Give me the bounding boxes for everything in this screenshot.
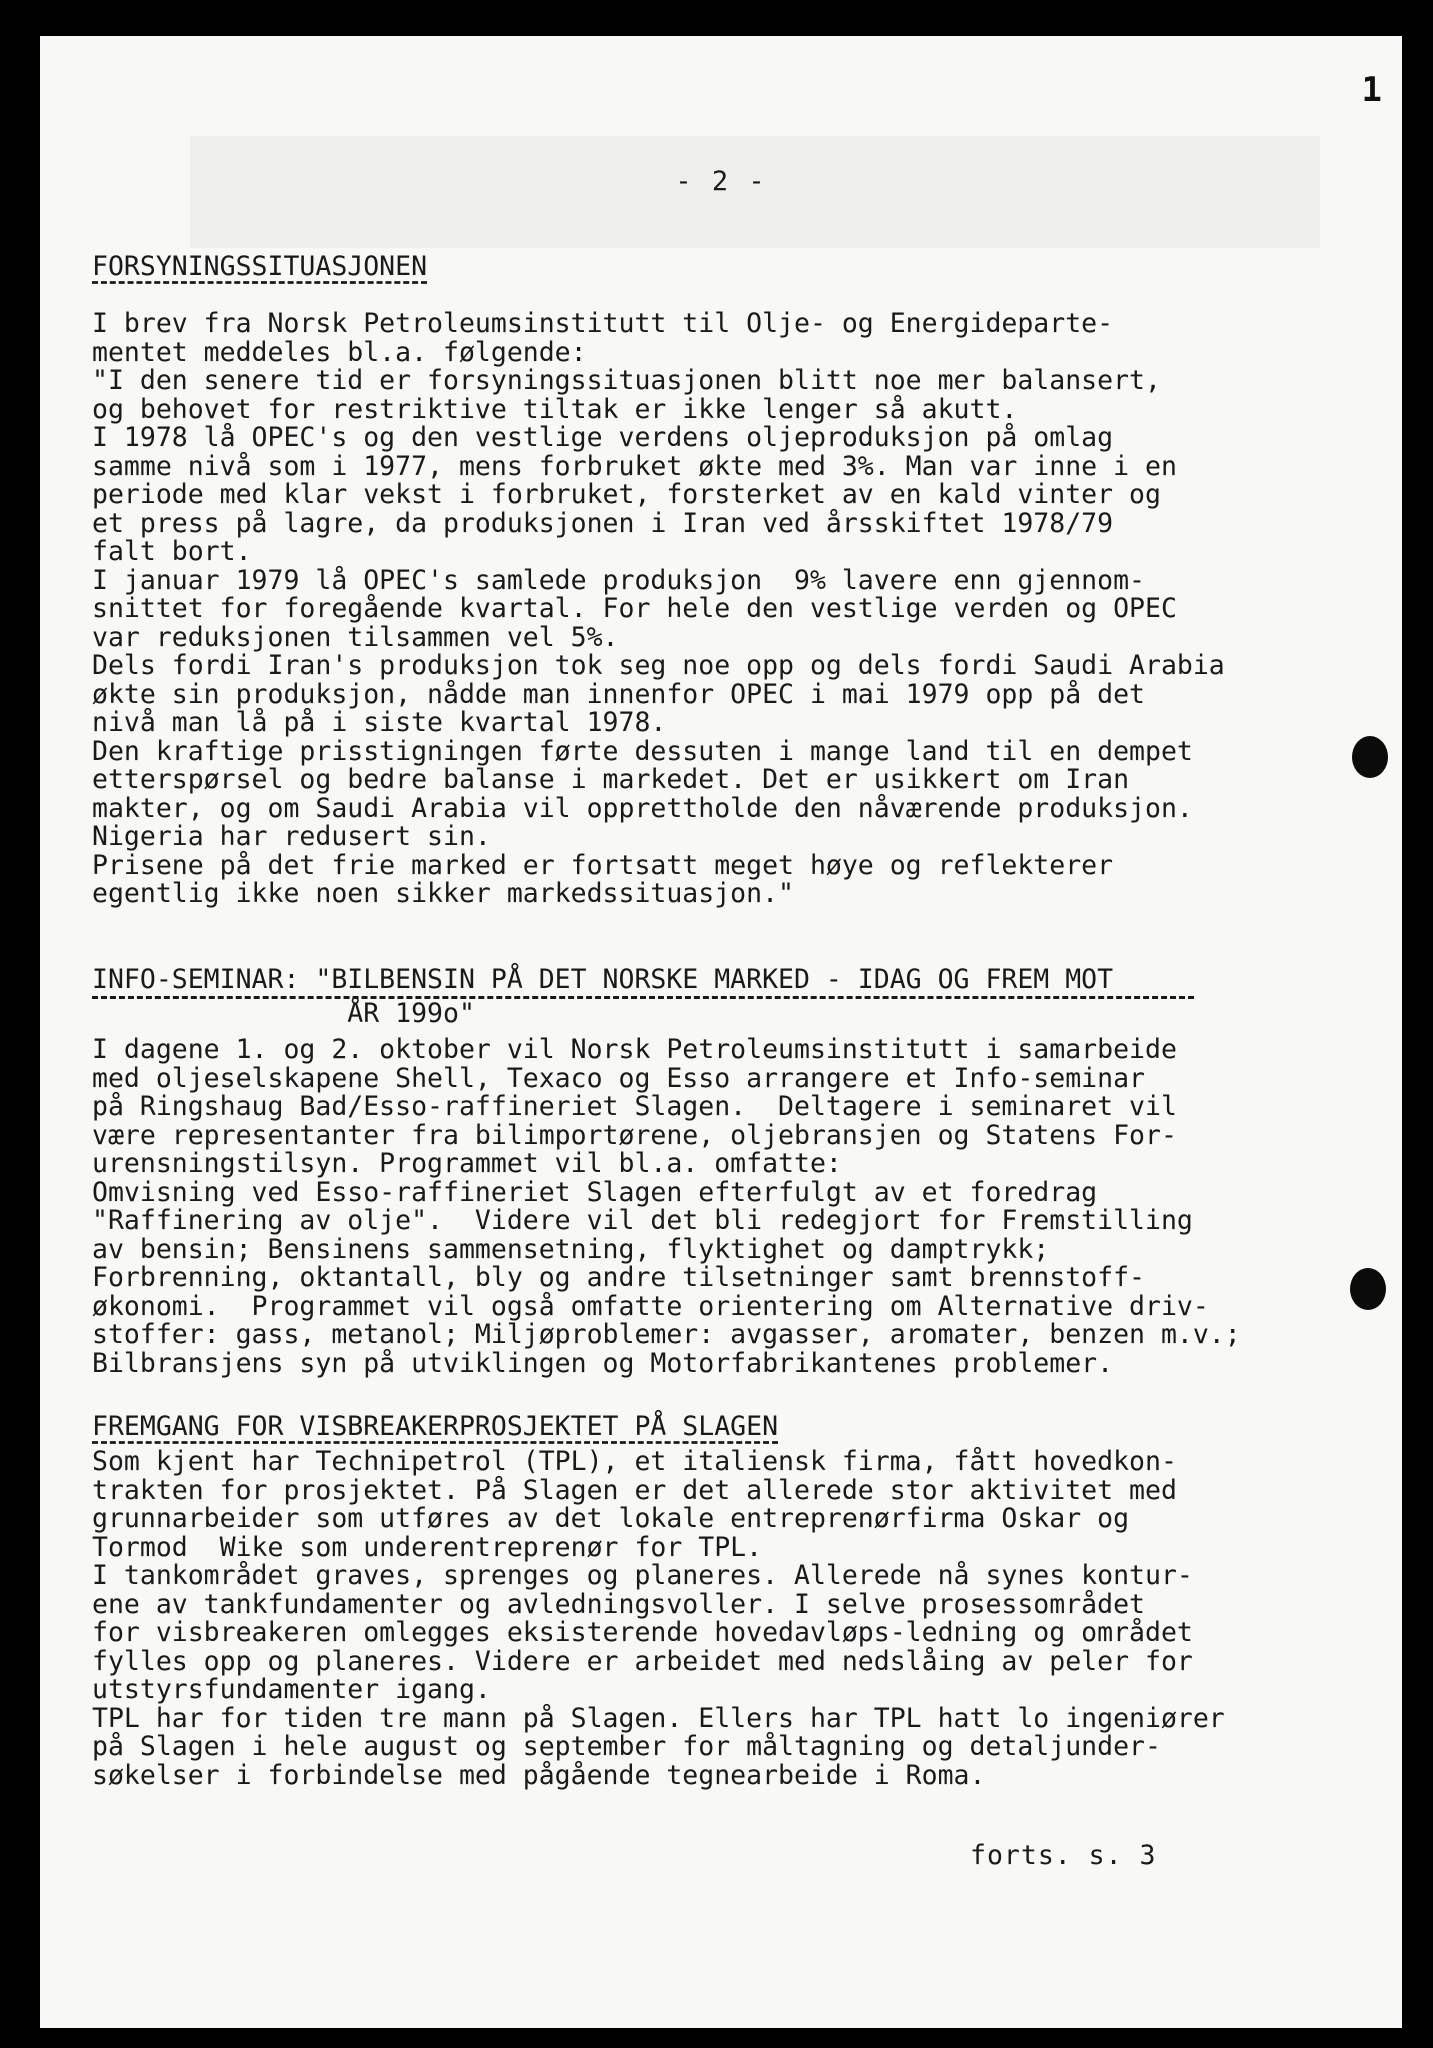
punch-hole-marker: [1352, 736, 1388, 778]
section-body-supply: I brev fra Norsk Petroleumsinstitutt til Olje- og Energideparte- mentet meddeles bl.a. følgende: "I den senere tid er forsyningssituasjonen blitt noe mer balansert, og behovet for restriktive tiltak er ikke lenger så akutt. I 1978 lå OPEC's og den vestlige verdens oljeproduksjon på omlag samme nivå som i 1977, mens forbruket økte med 3%. Man var inne i en periode med klar vekst i forbruket, forsterket av en kald vinter og et press på lagre, da produksjonen i Iran ved årsskiftet 1978/79 falt bort. I januar 1979 lå OPEC's samlede produksjon 9% lavere enn gjennom- snittet for foregående kvartal. For hele den vestlige verden og OPEC var reduksjonen tilsammen vel 5%. Dels fordi Iran's produksjon tok seg noe opp og dels fordi Saudi Arabia økte sin produksjon, nådde man innenfor OPEC i mai 1979 opp på det nivå man lå på i siste kvartal 1978. Den kraftige prisstigningen førte dessuten i mange land til en dempet etterspørsel og bedre balanse i markedet. Det er usikkert om Iran makter, og om Saudi Arabia vil opprettholde den nåværende produksjon. Nigeria har redusert sin. Prisene på det frie marked er fortsatt meget høye og reflekterer egentlig ikke noen sikker markedssituasjon.": [92, 308, 1225, 909]
section-body-visbreaker: Som kjent har Technipetrol (TPL), et italiensk firma, fått hovedkon- trakten for prosjektet. På Slagen er det allerede stor aktivitet med grunnarbeider som utføres av det lokale entreprenørfirma Oskar og Tormod Wike som underentreprenør for TPL. I tankområdet graves, sprenges og planeres. Allerede nå synes kontur- ene av tankfundamenter og avledningsvoller. I selve prosessområdet for visbreakeren omlegges eksisterende hovedavløps-ledning og området fylles opp og planeres. Videre er arbeidet med nedslåing av peler for utstyrsfundamenter igang. TPL har for tiden tre mann på Slagen. Ellers har TPL hatt lo ingeniører på Slagen i hele august og september for måltagning og detaljunder- søkelser i forbindelse med pågående tegnearbeide i Roma.: [92, 1446, 1225, 1791]
section-heading-seminar: INFO-SEMINAR: "BILBENSIN PÅ DET NORSKE MARKED - IDAG OG FREM MOT ÅR 199o": [92, 963, 1114, 1029]
document-page: [40, 36, 1402, 2028]
corner-mark: 1: [1361, 70, 1382, 110]
section-body-seminar: I dagene 1. og 2. oktober vil Norsk Petroleumsinstitutt i samarbeide med oljeselskapene Shell, Texaco og Esso arrangere et Info-seminar på Ringshaug Bad/Esso-raffineriet Slagen. Deltagere i seminaret vil være representanter fra bilimportørene, oljebransjen og Statens For- urensningstilsyn. Programmet vil bl.a. omfatte: Omvisning ved Esso-raffineriet Slagen efterfulgt av et foredrag "Raffinering av olje". Videre vil det bli redegjort for Fremstilling av bensin; Bensinens sammensetning, flyktighet og damptrykk; Forbrenning, oktantall, bly og andre tilsetninger samt brennstoff- økonomi. Programmet vil også omfatte orientering om Alternative driv- stoffer: gass, metanol; Miljøproblemer: avgasser, aromater, benzen m.v.; Bilbransjens syn på utviklingen og Motorfabrikantenes problemer.: [92, 1034, 1241, 1379]
page-number: - 2 -: [675, 166, 767, 197]
heading-underline-rule: [92, 996, 1194, 999]
continued-note: forts. s. 3: [970, 1840, 1157, 1871]
section-heading-visbreaker: FREMGANG FOR VISBREAKERPROSJEKTET PÅ SLAGEN: [92, 1411, 779, 1442]
punch-hole-marker: [1350, 1268, 1386, 1310]
section-heading-supply: FORSYNINGSSITUASJONEN: [92, 251, 428, 282]
